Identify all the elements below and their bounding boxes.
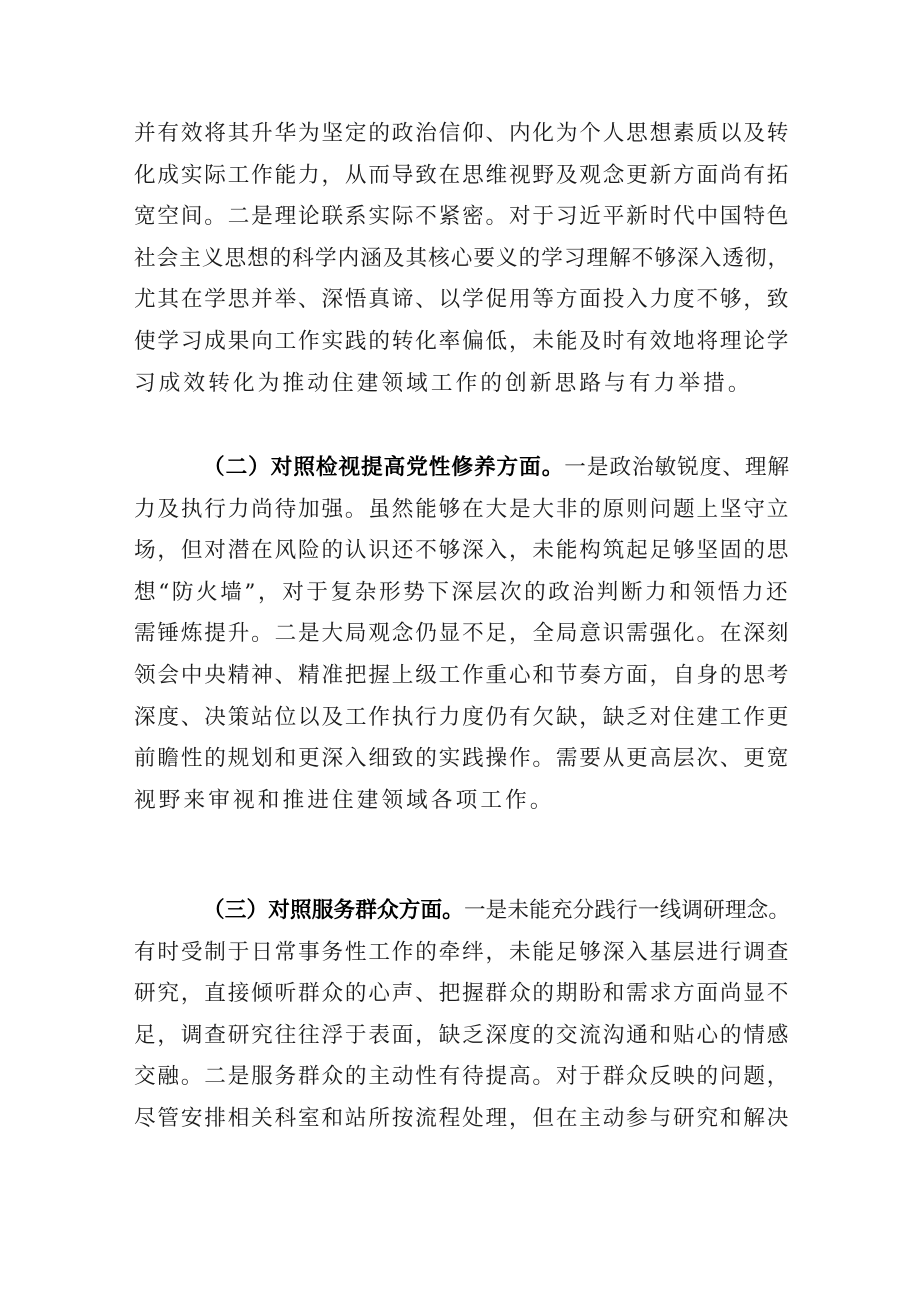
text-line: 需锤炼提升。二是大局观念仍显不足，全局意识需强化。在深刻 <box>134 621 790 647</box>
section-3-heading: （三）对照服务群众方面。 <box>203 898 464 923</box>
text-line: 研究，直接倾听群众的心声、把握群众的期盼和需求方面尚显不 <box>134 981 790 1007</box>
section-2-first-line-text: 一是政治敏锐度、理解 <box>564 455 790 480</box>
text-line: 有时受制于日常事务性工作的牵绊，未能足够深入基层进行调查 <box>134 939 790 965</box>
section-2-first-line <box>134 447 790 489</box>
text-line: 深度、决策站位以及工作执行力度仍有欠缺，缺乏对住建工作更 <box>134 704 790 730</box>
continuation-paragraph <box>134 113 790 404</box>
text-line: 足，调查研究往往浮于表面，缺乏深度的交流沟通和贴心的情感 <box>134 1022 790 1048</box>
text-line: 场，但对潜在风险的认识还不够深入，未能构筑起足够坚固的思 <box>134 538 790 564</box>
text-line: 社会主义思想的科学内涵及其核心要义的学习理解不够深入透彻， <box>134 245 790 271</box>
text-line: 习成效转化为推动住建领域工作的创新思路与有力举措。 <box>134 370 753 396</box>
text-line: 交融。二是服务群众的主动性有待提高。对于群众反映的问题， <box>134 1064 790 1090</box>
text-line: 视野来审视和推进住建领域各项工作。 <box>134 787 555 813</box>
section-2-heading: （二）对照检视提高党性修养方面。 <box>203 455 565 480</box>
text-line: 并有效将其升华为坚定的政治信仰、内化为个人思想素质以及转 <box>134 121 790 146</box>
section-3-first-line-text: 一是未能充分践行一线调研理念。 <box>463 898 791 923</box>
text-line: 宽空间。二是理论联系实际不紧密。对于习近平新时代中国特色 <box>134 204 790 230</box>
text-line: 尤其在学思并举、深悟真谛、以学促用等方面投入力度不够，致 <box>134 287 790 313</box>
text-line: 领会中央精神、精准把握上级工作重心和节奏方面，自身的思考 <box>134 662 790 688</box>
section-3-paragraph <box>134 890 790 1140</box>
section-2-paragraph <box>134 447 790 821</box>
text-line: 使学习成果向工作实践的转化率偏低，未能及时有效地将理论学 <box>134 328 790 354</box>
text-line: 想“防火墙”，对于复杂形势下深层次的政治判断力和领悟力还 <box>134 579 790 605</box>
section-3-first-line <box>134 890 790 932</box>
text-line: 力及执行力尚待加强。虽然能够在大是大非的原则问题上坚守立 <box>134 496 790 522</box>
text-line: 前瞻性的规划和更深入细致的实践操作。需要从更高层次、更宽 <box>134 746 790 772</box>
text-line: 尽管安排相关科室和站所按流程处理，但在主动参与研究和解决 <box>134 1105 790 1131</box>
text-line: 化成实际工作能力，从而导致在思维视野及观念更新方面尚有拓 <box>134 162 790 188</box>
